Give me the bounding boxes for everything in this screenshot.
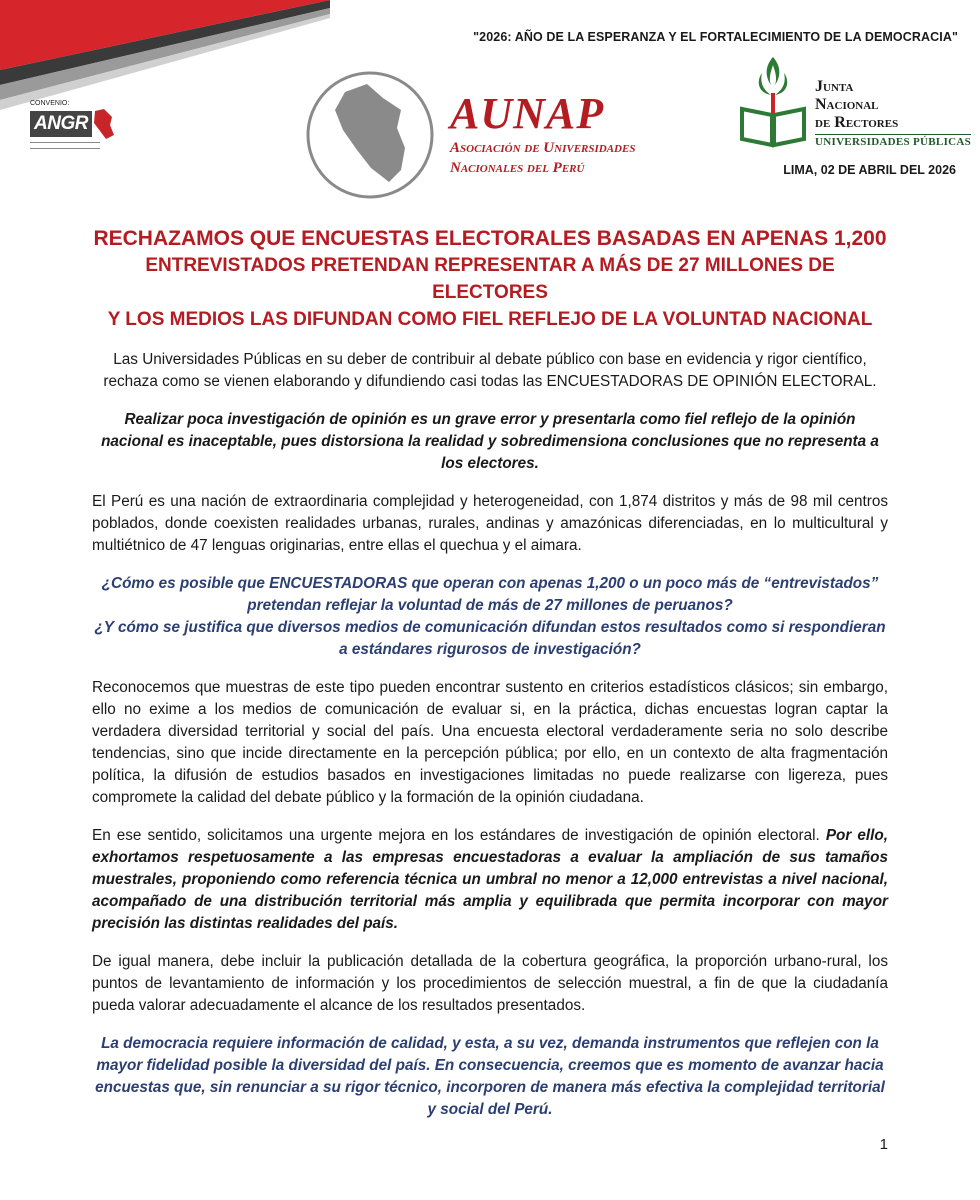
aunap-subtitle-line1: Asociación de Universidades <box>450 140 636 156</box>
question-block <box>92 573 888 661</box>
paragraph-request <box>92 825 888 935</box>
jnr-line1: Junta <box>815 78 854 95</box>
headline <box>92 225 888 333</box>
aunap-subtitle-line2: Nacionales del Perú <box>450 160 585 176</box>
headline-line3: Y LOS MEDIOS LAS DIFUNDAN COMO FIEL REFLEJO DE LA VOLUNTAD NACIONAL <box>107 309 873 330</box>
jnr-subline: UNIVERSIDADES PÚBLICAS <box>815 136 972 148</box>
closing-statement: La democracia requiere información de calidad, y esta, a su vez, demanda instrumentos que reflejen con la mayor fidelidad posible la diversidad del país. En consecuencia, creemos que es momento de avanzar hacia encuestas que, sin renunciar a su rigor técnico, incorporen de manera más efectiva la complejidad territorial y social del Perú. <box>95 1035 885 1118</box>
angr-logo <box>30 100 120 149</box>
slogan: "2026: AÑO DE LA ESPERANZA Y EL FORTALECIMIENTO DE LA DEMOCRACIA" <box>473 30 958 44</box>
convenio-label: CONVENIO: <box>30 100 70 107</box>
paragraph-analysis: Reconocemos que muestras de este tipo pueden encontrar sustento en criterios estadísticos clásicos; sin embargo, ello no exime a los medios de comunicación de evaluar si, en la práctica, dichas encuestas logran captar la verdadera diversidad territorial y social del país. Una encuesta electoral verdaderamente seria no solo describe tendencias, sino que incide directamente en la percepción pública; por ello, en un contexto de alta fragmentación política, la difusión de estudios basados en investigaciones limitadas no puede realizarse con ligereza, pues compromete la calidad del debate público y la formación de la opinión ciudadana. <box>92 679 888 806</box>
angr-logo-text: ANGR <box>30 111 92 137</box>
request-plain: En ese sentido, solicitamos una urgente mejora en los estándares de investigación de opinión electoral. <box>92 827 820 844</box>
jnr-book-icon <box>738 55 808 150</box>
jnr-line2: Nacional <box>815 96 879 113</box>
question-2: ¿Y cómo se justifica que diversos medios de comunicación difundan estos resultados como si respondieran a estándares rigurosos de investigación? <box>94 619 886 658</box>
document-body <box>92 225 888 1137</box>
peru-map-icon <box>92 109 114 139</box>
corner-decoration <box>0 0 330 110</box>
angr-underline <box>30 142 100 149</box>
paragraph-intro: Las Universidades Públicas en su deber de contribuir al debate público con base en evidencia y rigor científico, rechaza como se vienen elaborando y difundiendo casi todas las ENCUESTADORAS DE OPINIÓN ELECTORAL. <box>103 351 877 390</box>
document-date: LIMA, 02 DE ABRIL DEL 2026 <box>783 163 956 177</box>
paragraph-emphasis: Realizar poca investigación de opinión es un grave error y presentarla como fiel reflejo de la opinión nacional es inaceptable, pues distorsiona la realidad y sobredimensiona conclusiones que no representa a los electores. <box>101 411 879 472</box>
paragraph-transparency: De igual manera, debe incluir la publicación detallada de la cobertura geográfica, la proporción urbano-rural, los puntos de levantamiento de información y los procedimientos de selección muestral, a fin de que la ciudadanía pueda valorar adecuadamente el alcance de los resultados presentados. <box>92 953 888 1014</box>
request-emphasis: Por ello, exhortamos respetuosamente a las empresas encuestadoras a evaluar la ampliación de sus tamaños muestrales, proponiendo como referencia técnica un umbral no menor a 12,000 entrevistas a nivel nacional, acompañado de una distribución territorial más amplia y equilibrada que permita incorporar con mayor precisión las distintas realidades del país. <box>92 827 888 932</box>
paragraph-context: El Perú es una nación de extraordinaria complejidad y heterogeneidad, con 1,874 distritos y más de 98 mil centros poblados, donde coexisten realidades urbanas, rurales, andinas y amazónicas diferenciadas, en lo multicultural y multiétnico de 47 lenguas originarias, entre ellas el quechua y el aimara. <box>92 493 888 554</box>
headline-line2: ENTREVISTADOS PRETENDAN REPRESENTAR A MÁS DE 27 MILLONES DE ELECTORES <box>145 255 835 303</box>
jnr-line3: de Rectores <box>815 114 899 131</box>
aunap-logo-icon <box>305 70 435 200</box>
page-number: 1 <box>879 1136 888 1153</box>
aunap-subtitle <box>450 138 635 178</box>
headline-line1: RECHAZAMOS QUE ENCUESTAS ELECTORALES BASADAS EN APENAS 1,200 <box>93 227 887 250</box>
aunap-title: AUNAP <box>450 89 605 138</box>
jnr-name <box>815 78 971 149</box>
question-1: ¿Cómo es posible que ENCUESTADORAS que operan con apenas 1,200 o un poco más de “entrevistados” pretendan reflejar la voluntad de más de 27 millones de peruanos? <box>101 575 879 614</box>
